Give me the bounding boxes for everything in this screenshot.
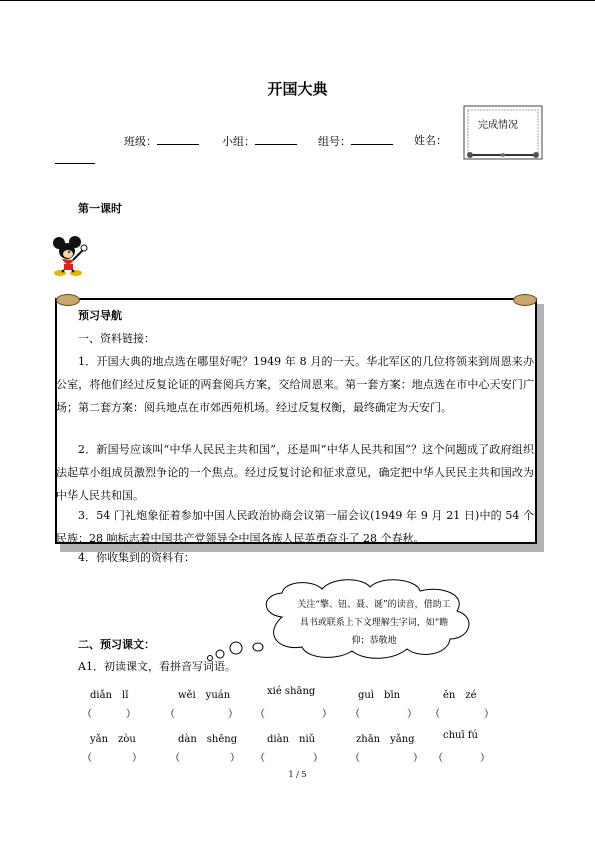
top-rule — [0, 0, 595, 1]
answer-1-2-open: （ — [165, 709, 175, 720]
answer-1-5-open: （ — [430, 709, 440, 720]
completion-stamp — [463, 105, 543, 160]
scroll-roll-left — [56, 294, 80, 306]
class-field — [124, 132, 199, 149]
group-label: 小组： — [222, 135, 255, 148]
material-paragraph-3: 3．54 门礼炮象征着参加中国人民政治协商会议第一届会议(1949 年 9 月 21 日)中的 54 个民族；28 响标志着中国共产党领导全中国各族人民英勇奋斗了 28 个春秋。 — [56, 509, 534, 545]
group-no-label: 组号： — [318, 135, 351, 148]
section-2-heading: 二、预习课文： — [78, 638, 155, 651]
pinyin-2-1: yǎn zòu — [90, 734, 136, 745]
pinyin-2-3: diàn niǔ — [267, 734, 316, 745]
name-label: 姓名： — [414, 134, 447, 147]
cloud-hint-text: 关注“擎、钮、聂、诞”的读音，借助工具书或联系上下文理解生字词，如“瞻仰；恭敬地 — [297, 600, 451, 646]
answer-2-4-close: ） — [413, 753, 423, 764]
task-a1: A1．初读课文，看拼音写词语。 — [78, 660, 236, 673]
pinyin-1-1: diǎn lǐ — [90, 690, 129, 701]
answer-2-2-open: （ — [170, 753, 180, 764]
answer-2-1-open: （ — [82, 753, 92, 764]
mickey-icon — [50, 236, 90, 278]
material-paragraph-2: 2．新国号应该叫“中华人民民主共和国”，还是叫“中华人民共和国”？这个问题成了政府组织法起草小组成员激烈争论的一个焦点。经过反复讨论和征求意见，确定把中华人民民主共和国改为中华人民共和国。 — [56, 443, 534, 502]
pinyin-2-5: chuī fú — [443, 730, 478, 741]
page-number: 1 / 5 — [288, 770, 307, 779]
group-field — [222, 132, 297, 149]
pinyin-2-2: dàn shēng — [178, 734, 238, 745]
group-blank[interactable] — [255, 132, 297, 145]
pinyin-1-3: xié shāng — [267, 686, 316, 697]
answer-2-5-open: （ — [433, 753, 443, 764]
collected-materials-prompt: 4．你收集到的资料有： — [78, 551, 195, 564]
answer-1-3-open: （ — [255, 709, 265, 720]
answer-1-2-close: ） — [228, 709, 238, 720]
answer-2-3-open: （ — [255, 753, 265, 764]
answer-2-1-close: ） — [132, 753, 142, 764]
lesson-heading: 第一课时 — [78, 202, 122, 215]
answer-1-4-open: （ — [350, 709, 360, 720]
pinyin-1-4: guì bīn — [358, 690, 401, 701]
pinyin-1-5: ěn zé — [443, 690, 477, 701]
material-paragraph-1: 1．开国大典的地点选在哪里好呢？1949 年 8 月的一天。华北军区的几位将领来到周恩来办公室，将他们经过反复论证的两套阅兵方案，交给周恩来。第一套方案：地点选在市中心天安门广场；第二套方案：阅兵地点在市郊西苑机场。经过反复权衡，最终确定为天安门。 — [56, 355, 534, 414]
pinyin-1-2: wěi yuán — [178, 690, 231, 701]
group-no-field — [318, 132, 393, 149]
class-blank[interactable] — [157, 132, 199, 145]
name-field — [414, 132, 447, 148]
answer-1-3-close: ） — [322, 709, 332, 720]
page-title: 开国大典 — [267, 80, 328, 98]
answer-1-4-close: ） — [407, 709, 417, 720]
class-label: 班级： — [124, 135, 157, 148]
scroll-roll-right — [513, 294, 537, 306]
name-blank[interactable] — [55, 163, 95, 164]
answer-2-5-close: ） — [480, 753, 490, 764]
stamp-text: 完成情况 — [478, 120, 518, 131]
answer-2-3-close: ） — [313, 753, 323, 764]
group-no-blank[interactable] — [351, 132, 393, 145]
answer-2-2-close: ） — [230, 753, 240, 764]
pinyin-2-4: zhān yǎng — [356, 734, 415, 745]
answer-1-1-close: ） — [126, 709, 136, 720]
answer-2-4-open: （ — [350, 753, 360, 764]
answer-1-5-close: ） — [484, 709, 494, 720]
answer-1-1-open: （ — [82, 709, 92, 720]
preview-heading: 预习导航 — [78, 309, 122, 322]
materials-subheading: 一、资料链接： — [78, 332, 155, 345]
